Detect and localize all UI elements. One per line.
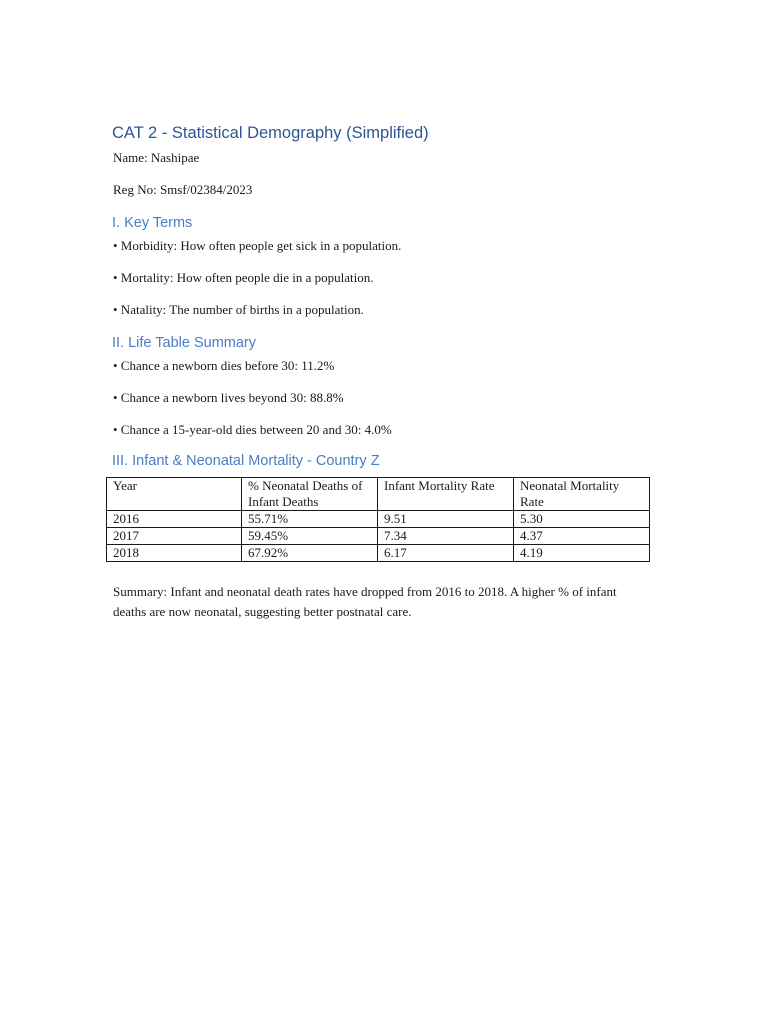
table-cell: 55.71% xyxy=(242,511,378,528)
mortality-table xyxy=(106,477,650,562)
table-row xyxy=(107,511,650,528)
table-row xyxy=(107,528,650,545)
registration-number: Reg No: Smsf/02384/2023 xyxy=(113,182,253,197)
section-heading-key-terms: I. Key Terms xyxy=(112,215,193,231)
life-table-item: • Chance a newborn lives beyond 30: 88.8% xyxy=(113,390,344,405)
section-heading-infant-mortality: III. Infant & Neonatal Mortality - Country Z xyxy=(112,453,380,469)
table-header-row xyxy=(107,478,650,511)
student-name: Name: Nashipae xyxy=(113,150,200,165)
section-heading-life-table: II. Life Table Summary xyxy=(112,335,256,351)
life-table-item: • Chance a newborn dies before 30: 11.2% xyxy=(113,358,335,373)
table-header-cell: Infant Mortality Rate xyxy=(378,478,514,511)
table-cell: 4.37 xyxy=(514,528,650,545)
table-header-cell: Neonatal Mortality Rate xyxy=(514,478,650,511)
table-row xyxy=(107,545,650,562)
table-header-cell: % Neonatal Deaths of Infant Deaths xyxy=(242,478,378,511)
key-term-natality: • Natality: The number of births in a population. xyxy=(113,302,364,317)
table-cell: 59.45% xyxy=(242,528,378,545)
table-header-cell: Year xyxy=(107,478,242,511)
table-cell: 2017 xyxy=(107,528,242,545)
key-term-morbidity: • Morbidity: How often people get sick in a population. xyxy=(113,238,402,253)
table-cell: 9.51 xyxy=(378,511,514,528)
table-cell: 67.92% xyxy=(242,545,378,562)
table-cell: 7.34 xyxy=(378,528,514,545)
table-cell: 2018 xyxy=(107,545,242,562)
table-cell: 4.19 xyxy=(514,545,650,562)
document-title: CAT 2 - Statistical Demography (Simplified) xyxy=(112,124,429,142)
life-table-item: • Chance a 15-year-old dies between 20 and 30: 4.0% xyxy=(113,422,392,437)
table-cell: 6.17 xyxy=(378,545,514,562)
summary-paragraph: Summary: Infant and neonatal death rates have dropped from 2016 to 2018. A higher % of infant deaths are now neonatal, suggesting better postnatal care. xyxy=(113,584,617,619)
table-cell: 2016 xyxy=(107,511,242,528)
key-term-mortality: • Mortality: How often people die in a population. xyxy=(113,270,374,285)
table-cell: 5.30 xyxy=(514,511,650,528)
